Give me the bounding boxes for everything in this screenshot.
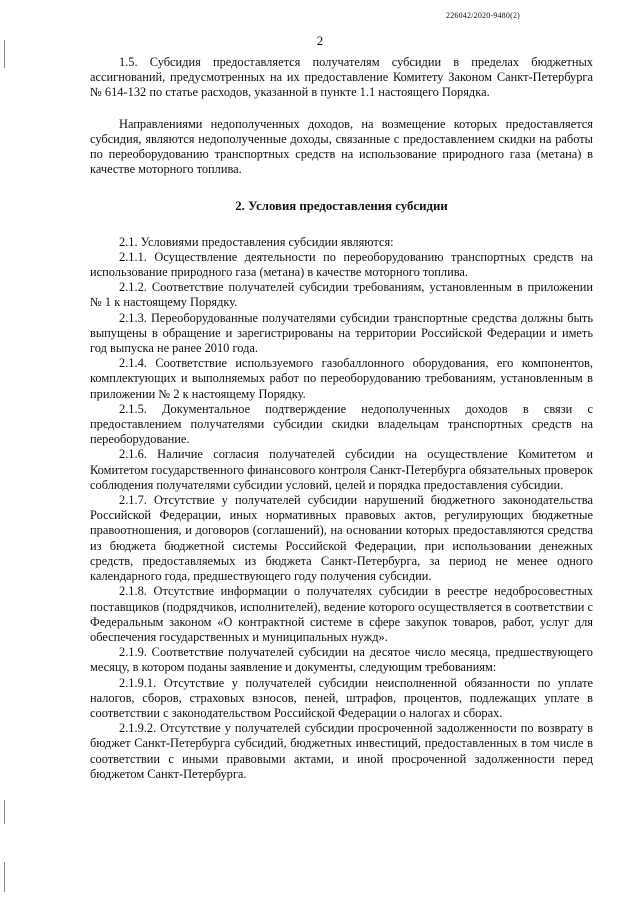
document-body: [90, 55, 593, 782]
paragraph-2-1-5: 2.1.5. Документальное подтверждение недополученных доходов в связи с предоставлением получателями субсидии скидки владельцам транспортных средств на переоборудование.: [90, 401, 593, 447]
paragraph-1-5: 1.5. Субсидия предоставляется получателям субсидии в пределах бюджетных ассигнований, предусмотренных на их предоставление Комитету Законом Санкт-Петербурга № 614-132 по статье расходов, указанной в пункте 1.1 настоящего Порядка.: [90, 55, 593, 100]
document-registration-id: 226042/2020-9480(2): [446, 11, 521, 20]
paragraph-2-1-8: 2.1.8. Отсутствие информации о получателях субсидии в реестре недобросовестных поставщиков (подрядчиков, исполнителей), ведение которого осуществляется в соответствии с Федеральным законом «О контрактной системе в сфере закупок товаров, работ, услуг для обеспечения государственных и муниципальных нужд».: [90, 584, 593, 644]
paragraph-2-1-6: 2.1.6. Наличие согласия получателей субсидии на осуществление Комитетом и Комитетом государственного финансового контроля Санкт-Петербурга обязательных проверок соблюдения получателями субсидии условий, целей и порядка предоставления субсидии.: [90, 447, 593, 492]
scan-edge-mark: [4, 800, 5, 824]
paragraph-2-1-2: 2.1.2. Соответствие получателей субсидии требованиям, установленным в приложении № 1 к настоящему Порядку.: [90, 280, 593, 310]
section-heading: 2. Условия предоставления субсидии: [235, 199, 448, 214]
paragraph-2-1-9-2: 2.1.9.2. Отсутствие у получателей субсидии просроченной задолженности по возврату в бюджет Санкт-Петербурга субсидий, бюджетных инвестиций, предоставленных в том числе в соответствии с иными правовыми актами, и иной просроченной задолженности перед бюджетом Санкт-Петербурга.: [90, 721, 593, 781]
paragraph-2-1-9: 2.1.9. Соответствие получателей субсидии на десятое число месяца, предшествующего месяцу, в котором поданы заявление и документы, следующим требованиям:: [90, 645, 593, 675]
paragraph-2-1-3: 2.1.3. Переоборудованные получателями субсидии транспортные средства должны быть выпущены в обращение и зарегистрированы на территории Российской Федерации и иметь год выпуска не ранее 2010 года.: [90, 310, 593, 356]
paragraph-directions: Направлениями недополученных доходов, на возмещение которых предоставляется субсидия, являются недополученные доходы, связанные с предоставлением скидки на работы по переоборудованию транспортных средств на использование природного газа (метана) в качестве моторного топлива.: [90, 116, 593, 177]
paragraph-2-1-9-1: 2.1.9.1. Отсутствие у получателей субсидии неисполненной обязанности по уплате налогов, сборов, страховых взносов, пеней, штрафов, процентов, подлежащих уплате в соответствии с законодательством Российской Федерации о налогах и сборах.: [90, 675, 593, 720]
paragraph-2-1-1: 2.1.1. Осуществление деятельности по переоборудованию транспортных средств на использование природного газа (метана) в качестве моторного топлива.: [90, 249, 593, 280]
paragraph-2-1-4: 2.1.4. Соответствие используемого газобаллонного оборудования, его компонентов, комплектующих и выполняемых работ по переоборудованию требованиям, установленным в приложении № 2 к настоящему Порядку.: [90, 356, 593, 401]
paragraph-2-1-7: 2.1.7. Отсутствие у получателей субсидии нарушений бюджетного законодательства Российской Федерации, иных нормативных правовых актов, регулирующих бюджетные правоотношения, и договоров (соглашений), на основании которых предоставляются средства из бюджета бюджетной системы Российской Федерации, при использовании денежных средств, предоставляемых из бюджета Санкт-Петербурга, за период не менее одного календарного года, предшествующего году получения субсидии.: [90, 493, 593, 584]
scan-edge-mark: [4, 862, 5, 892]
paragraph-spacer: [90, 101, 593, 117]
paragraph-2-1: 2.1. Условиями предоставления субсидии являются:: [119, 234, 394, 249]
page-number: 2: [316, 33, 324, 48]
